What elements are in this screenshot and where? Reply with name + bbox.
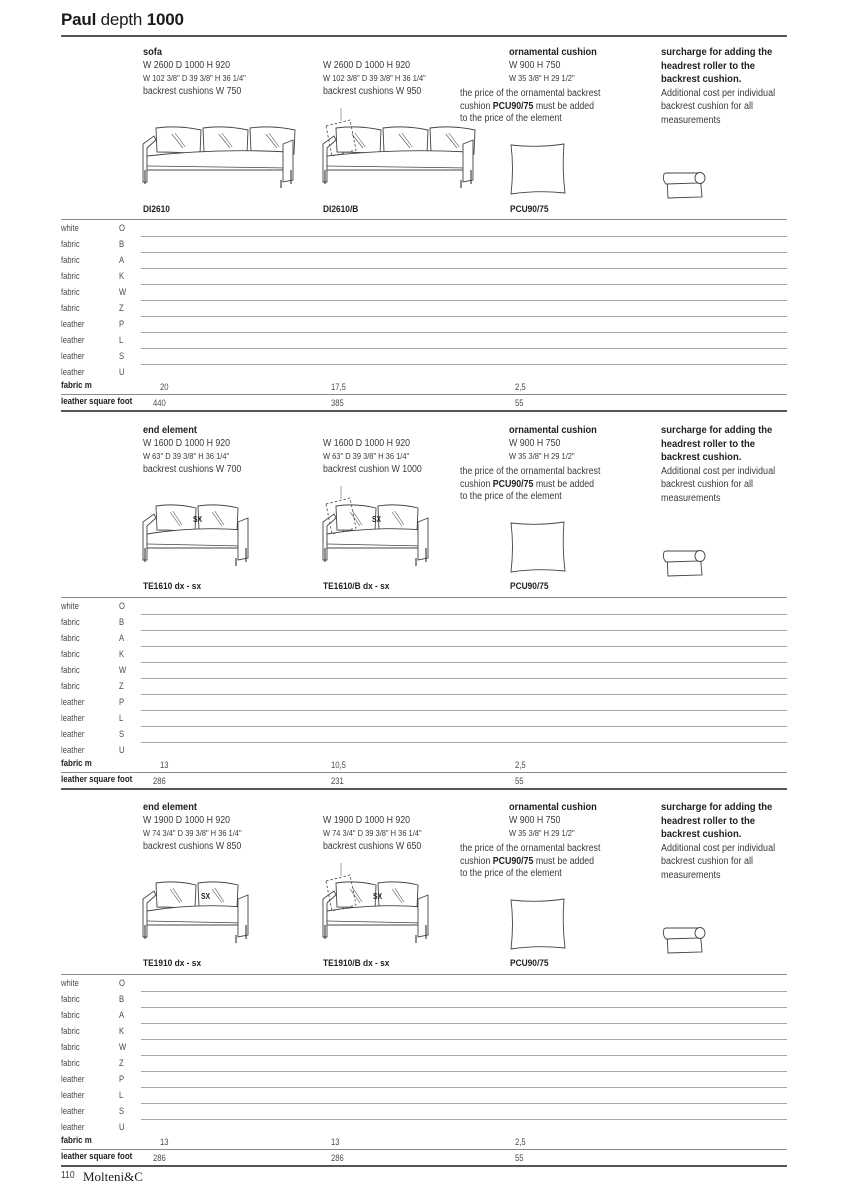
material-row [61,1104,787,1120]
cushion-note-line2 [460,101,600,114]
material-name: leather [61,335,85,345]
item2-cushions: backrest cushions W 950 [323,86,422,97]
quantity-label: leather square foot [61,396,133,406]
material-row [61,1056,787,1072]
material-name: white [61,978,79,988]
material-name: leather [61,1122,85,1132]
item1-cushions: backrest cushions W 850 [143,841,242,852]
item1-dims-in: W 63" D 39 3/8" H 36 1/4" [143,451,230,461]
quantity-value: 55 [515,1153,524,1163]
cushion-note [460,466,600,504]
item1-code: DI2610 [143,204,170,215]
material-grade: S [119,729,125,739]
material-name: fabric [61,1010,80,1020]
material-row [61,253,787,269]
material-row [61,615,787,631]
note-code: PCU90/75 [492,100,534,112]
item1-heading: end element [143,801,197,813]
title-value: 1000 [146,10,184,29]
note-code: PCU90/75 [492,855,534,867]
material-row [61,647,787,663]
item1-info [143,46,246,98]
product-section [0,46,848,416]
material-grade: P [119,319,125,329]
material-grade: U [119,745,125,755]
material-grade: O [119,601,125,611]
material-row [61,333,787,349]
product-section [0,424,848,794]
surcharge-info [661,424,775,505]
material-row [61,976,787,992]
sofa-drawing-2-with-ornamental-cushion [320,108,480,202]
ornamental-cushion-drawing [508,897,568,951]
note-text: cushion [460,855,493,867]
material-grade: S [119,1106,125,1116]
material-grade: O [119,223,125,233]
material-grade: B [119,617,125,627]
quantity-value: 286 [153,1153,166,1163]
sofa-drawing-1 [140,500,300,580]
material-row [61,317,787,333]
cushion-dims-mm: W 900 H 750 [509,60,561,71]
material-row [61,599,787,615]
side-label-1: SX [201,892,211,901]
material-name: fabric [61,994,80,1004]
cushion-note-line2 [460,856,600,869]
ornamental-cushion-drawing [508,520,568,574]
material-name: fabric [61,1026,80,1036]
leather-sqft-row [61,395,787,411]
material-row [61,1040,787,1056]
quantity-value: 13 [160,1137,169,1147]
note-text: must be added [533,478,595,490]
material-grade: B [119,239,125,249]
item1-code: TE1610 dx - sx [143,581,202,592]
material-row [61,1088,787,1104]
material-grade: S [119,351,125,361]
quantity-value: 2,5 [515,760,526,770]
cushion-dims-in: W 35 3/8" H 29 1/2" [509,828,575,838]
material-row [61,1072,787,1088]
cushion-note [460,843,600,881]
section-divider [61,974,787,975]
surcharge-heading-2: headrest roller to the [661,814,756,827]
cushion-code: PCU90/75 [510,581,549,592]
cushion-info [509,801,597,840]
cushion-dims-mm: W 900 H 750 [509,438,561,449]
cushion-note-line1: the price of the ornamental backrest [460,88,601,99]
material-name: white [61,223,79,233]
surcharge-heading-1: surcharge for adding the [661,46,773,58]
material-row [61,1008,787,1024]
headrest-roller-drawing [660,922,708,956]
surcharge-text-1: Additional cost per individual [661,465,776,477]
fabric-meters-row [61,379,787,395]
brand-logo: Molteni&C [83,1169,143,1184]
row-divider [61,788,787,790]
cushion-dims-in: W 35 3/8" H 29 1/2" [509,73,575,83]
material-name: leather [61,729,85,739]
material-grade: A [119,255,125,265]
quantity-value: 55 [515,776,524,786]
surcharge-text-2: backrest cushion for all [661,101,754,112]
cushion-code: PCU90/75 [510,958,549,969]
item2-code: TE1610/B dx - sx [323,581,390,592]
material-name: fabric [61,649,80,659]
material-grade: A [119,1010,125,1020]
quantity-label: leather square foot [61,774,133,784]
quantity-label: fabric m [61,758,92,768]
cushion-note-line3: to the price of the element [460,491,562,502]
item2-code: TE1910/B dx - sx [323,958,390,969]
surcharge-heading-2: headrest roller to the [661,59,756,72]
surcharge-heading-1: surcharge for adding the [661,801,773,813]
item1-code: TE1910 dx - sx [143,958,202,969]
quantity-value: 20 [160,382,169,392]
material-name: leather [61,1106,85,1116]
material-grade: P [119,1074,125,1084]
title-name: Paul [61,10,97,29]
cushion-note-line3: to the price of the element [460,113,562,124]
sofa-drawing-1 [140,122,300,202]
material-row [61,285,787,301]
sofa-drawing-2-with-ornamental-cushion [320,486,480,580]
material-grade: W [119,287,127,297]
note-text: cushion [460,100,493,112]
material-row [61,679,787,695]
material-grade: K [119,1026,125,1036]
item2-dims-in: W 102 3/8" D 39 3/8" H 36 1/4" [323,73,426,83]
cushion-dims-in: W 35 3/8" H 29 1/2" [509,451,575,461]
row-divider [61,410,787,412]
item2-info [323,814,422,853]
item2-info [323,59,426,98]
surcharge-info [661,46,775,127]
material-name: fabric [61,681,80,691]
title-middle: depth [100,10,143,29]
material-name: fabric [61,1042,80,1052]
side-label-1: SX [193,515,203,524]
side-label-2: SX [373,892,383,901]
note-text: must be added [533,855,595,867]
item1-dims-in: W 74 3/4" D 39 3/8" H 36 1/4" [143,828,242,838]
material-row [61,663,787,679]
item1-heading: end element [143,424,197,436]
material-grade: U [119,1122,125,1132]
quantity-label: fabric m [61,1135,92,1145]
item2-cushions: backrest cushions W 650 [323,841,422,852]
quantity-value: 55 [515,398,524,408]
material-name: leather [61,319,85,329]
material-grade: K [119,271,125,281]
cushion-heading: ornamental cushion [509,46,597,58]
item2-dims-mm: W 1900 D 1000 H 920 [323,815,411,826]
sofa-drawing-1 [140,877,300,957]
headrest-roller-drawing [660,545,708,579]
leather-sqft-row [61,773,787,789]
item2-code: DI2610/B [323,204,359,215]
cushion-code: PCU90/75 [510,204,549,215]
surcharge-text-2: backrest cushion for all [661,856,754,867]
headrest-roller-drawing [660,167,708,201]
material-name: fabric [61,617,80,627]
material-grade: W [119,1042,127,1052]
cushion-heading: ornamental cushion [509,801,597,813]
material-name: fabric [61,287,80,297]
note-code: PCU90/75 [492,478,534,490]
surcharge-info [661,801,775,882]
quantity-value: 286 [331,1153,344,1163]
quantity-value: 385 [331,398,344,408]
quantity-value: 231 [331,776,344,786]
material-row [61,631,787,647]
material-grade: U [119,367,125,377]
material-name: fabric [61,1058,80,1068]
quantity-value: 13 [160,760,169,770]
material-grade: Z [119,681,124,691]
material-grade: O [119,978,125,988]
quantity-value: 17,5 [331,382,346,392]
leather-sqft-row [61,1150,787,1166]
material-name: fabric [61,271,80,281]
surcharge-text-3: measurements [661,869,721,881]
cushion-note-line3: to the price of the element [460,868,562,879]
material-grade: B [119,994,125,1004]
material-row [61,269,787,285]
cushion-note-line1: the price of the ornamental backrest [460,843,601,854]
quantity-value: 2,5 [515,1137,526,1147]
material-name: leather [61,351,85,361]
material-grade: L [119,1090,124,1100]
note-text: cushion [460,478,493,490]
item2-dims-mm: W 1600 D 1000 H 920 [323,438,411,449]
cushion-note-line2 [460,479,600,492]
cushion-note [460,88,600,126]
surcharge-text-1: Additional cost per individual [661,87,776,99]
item1-info [143,801,242,853]
surcharge-text-3: measurements [661,492,721,504]
quantity-value: 286 [153,776,166,786]
quantity-value: 10,5 [331,760,346,770]
material-grade: W [119,665,127,675]
surcharge-heading-3: backrest cushion. [661,451,742,463]
material-row [61,301,787,317]
material-name: fabric [61,303,80,313]
material-name: leather [61,1090,85,1100]
row-divider [61,1165,787,1167]
note-text: must be added [533,100,595,112]
material-grade: L [119,335,124,345]
item2-dims-in: W 63" D 39 3/8" H 36 1/4" [323,451,410,461]
side-label-2: SX [372,515,382,524]
item2-cushions: backrest cushion W 1000 [323,464,422,475]
material-name: fabric [61,665,80,675]
material-grade: Z [119,1058,124,1068]
material-row [61,992,787,1008]
material-name: fabric [61,255,80,265]
surcharge-heading-3: backrest cushion. [661,828,742,840]
material-row [61,237,787,253]
quantity-value: 440 [153,398,166,408]
material-row [61,349,787,365]
surcharge-text-2: backrest cushion for all [661,479,754,490]
cushion-note-line1: the price of the ornamental backrest [460,466,601,477]
material-name: white [61,601,79,611]
page-number: 110 [61,1170,75,1181]
item1-cushions: backrest cushions W 750 [143,86,242,97]
material-name: leather [61,367,85,377]
material-row [61,711,787,727]
item2-dims-in: W 74 3/4" D 39 3/8" H 36 1/4" [323,828,422,838]
item1-dims-mm: W 2600 D 1000 H 920 [143,60,231,71]
quantity-value: 13 [331,1137,340,1147]
section-divider [61,597,787,598]
material-row [61,727,787,743]
material-grade: P [119,697,125,707]
section-divider [61,219,787,220]
item1-info [143,424,241,476]
cushion-dims-mm: W 900 H 750 [509,815,561,826]
item1-cushions: backrest cushions W 700 [143,464,242,475]
material-row [61,221,787,237]
page-footer [61,1169,143,1184]
surcharge-heading-1: surcharge for adding the [661,424,773,436]
material-row [61,1024,787,1040]
fabric-meters-row [61,757,787,773]
material-name: leather [61,745,85,755]
product-section [0,801,848,1171]
title-divider [61,35,787,37]
surcharge-text-1: Additional cost per individual [661,842,776,854]
cushion-heading: ornamental cushion [509,424,597,436]
material-grade: A [119,633,125,643]
item1-dims-mm: W 1900 D 1000 H 920 [143,815,231,826]
material-grade: Z [119,303,124,313]
material-grade: K [119,649,125,659]
ornamental-cushion-drawing [508,142,568,196]
item1-dims-in: W 102 3/8" D 39 3/8" H 36 1/4" [143,73,246,83]
cushion-info [509,424,597,463]
material-name: leather [61,713,85,723]
surcharge-text-3: measurements [661,114,721,126]
material-row [61,695,787,711]
item2-info [323,437,422,476]
material-name: leather [61,1074,85,1084]
surcharge-heading-2: headrest roller to the [661,437,756,450]
item2-dims-mm: W 2600 D 1000 H 920 [323,60,411,71]
quantity-label: fabric m [61,380,92,390]
material-name: fabric [61,633,80,643]
page-title [61,10,184,30]
surcharge-heading-3: backrest cushion. [661,73,742,85]
fabric-meters-row [61,1134,787,1150]
sofa-drawing-2-with-ornamental-cushion [320,863,480,957]
quantity-value: 2,5 [515,382,526,392]
material-grade: L [119,713,124,723]
item1-heading: sofa [143,46,163,58]
cushion-info [509,46,597,85]
item1-dims-mm: W 1600 D 1000 H 920 [143,438,231,449]
material-name: leather [61,697,85,707]
quantity-label: leather square foot [61,1151,133,1161]
material-name: fabric [61,239,80,249]
